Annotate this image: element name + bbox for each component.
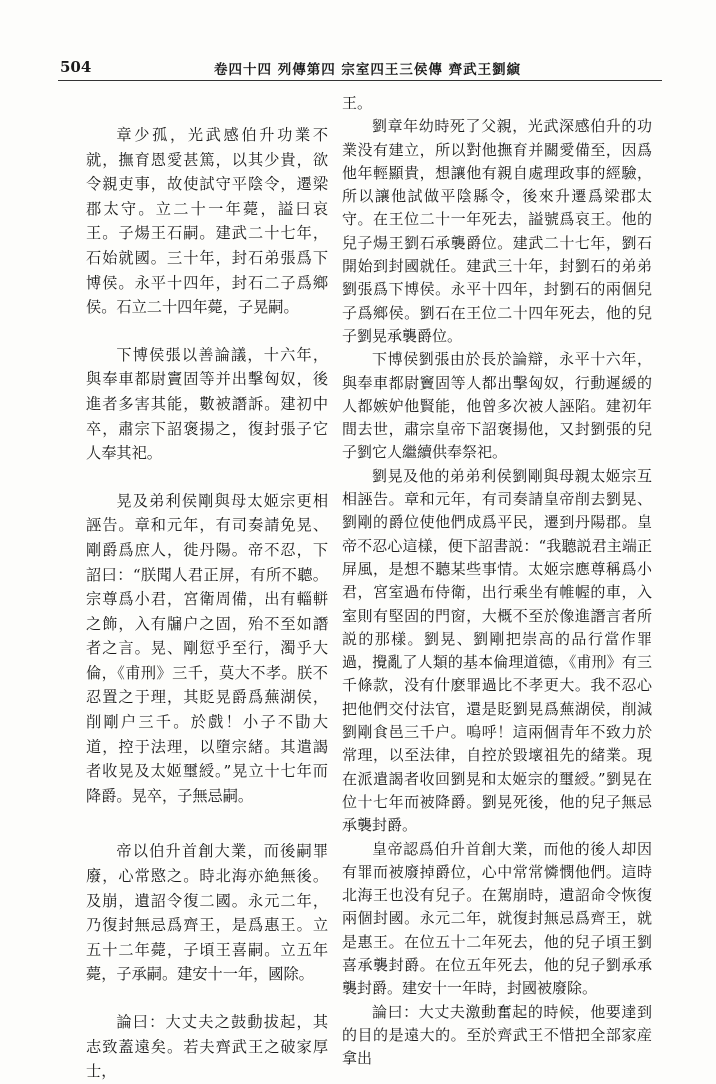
classical-text-column bbox=[86, 92, 328, 1081]
classical-paragraph: 章少孤，光武感伯升功業不就，撫育恩愛甚篤，以其少貴，欲令親吏事，故使試守平陰令，遷梁郡太守。立二十一年薨，謚曰哀王。子煬王石嗣。建武二十七年，石始就國。三十年，封石弟張爲下博侯。永平十四年，封石二子爲鄉侯。石立二十四年薨，子晃嗣。 bbox=[86, 126, 328, 317]
classical-paragraph: 晃及弟利侯剛與母太姬宗更相誣告。章和元年，有司奏請免晃、剛爵爲庶人，徙丹陽。帝不忍，下詔曰：“朕聞人君正屏，有所不聽。宗尊爲小君，宮衛周備，出有輜軿之飾，入有牖户之固，殆不至如譖者之言。晃、剛愆乎至行，濁乎大倫，《甫刑》三千，莫大不孝。朕不忍置之于理，其貶晃爵爲蕪湖侯，削剛户三千。於戲！小子不勖大道，控于法理，以墮宗緒。其遣謁者收晃及太姬璽綬。”晃立十七年而降爵。晃卒，子無忌嗣。 bbox=[86, 491, 328, 805]
page-header bbox=[0, 52, 716, 82]
translation-text-column bbox=[342, 92, 652, 1068]
translation-paragraph: 王。 bbox=[342, 94, 373, 112]
page-number: 504 bbox=[60, 58, 92, 76]
translation-paragraph: 皇帝認爲伯升首創大業，而他的後人却因有罪而被廢掉爵位，心中常常憐憫他們。這時北海王也没有兒子。在駕崩時，遺詔命令恢復兩個封國。永元二年，就復封無忌爲齊王，就是惠王。在位五十二年死去，他的兒子頃王劉喜承襲封爵。在位五年死去，他的兒子劉承承襲封爵。建安十一年時，封國被廢除。 bbox=[342, 839, 652, 998]
running-title: 卷四十四 列傳第四 宗室四王三侯傳 齊武王劉縯 bbox=[214, 62, 522, 78]
translation-paragraph: 劉晃及他的弟弟利侯劉剛與母親太姬宗互相誣告。章和元年，有司奏請皇帝削去劉晃、劉剛的爵位使他們成爲平民，遷到丹陽郡。皇帝不忍心這樣，便下詔書説：“我聽説君主端正屏風，是想不聽某些事情。太姬宗應尊稱爲小君，宮室過布侍衛，出行乘坐有帷幄的車，入室則有堅固的門窗，大概不至於像進譖言者所説的那樣。劉晃、劉剛把崇高的品行當作罪過，攪亂了人類的基本倫理道德，《甫刑》有三千條款，没有什麽罪過比不孝更大。我不忍心把他們交付法官，還是貶劉晃爲蕪湖侯，削減劉剛食邑三千户。嗚呼！這兩個青年不致力於常理，以至法律，自控於毀壞祖先的緒業。現在派遣謁者收回劉晃和太姬宗的璽綬。”劉晃在位十七年而被降爵。劉晃死後，他的兒子無忌承襲封爵。 bbox=[342, 466, 652, 835]
classical-paragraph: 帝以伯升首創大業，而後嗣罪廢，心常愍之。時北海亦絶無後。及崩，遺詔令復二國。永元二年，乃復封無忌爲齊王，是爲惠王。立五十二年薨，子頃王喜嗣。立五年薨，子承嗣。建安十一年，國除。 bbox=[86, 842, 328, 984]
classical-paragraph: 論曰：大丈夫之鼓動拔起，其志致蓋遠矣。若夫齊武王之破家厚士， bbox=[86, 1013, 328, 1081]
translation-paragraph: 下博侯劉張由於長於論辯，永平十六年，與奉車都尉竇固等人都出擊匈奴，行動遲緩的人都嫉妒他賢能，他曾多次被人誣陷。建初年間去世，肅宗皇帝下詔褒揚他，又封劉張的兒子劉它人繼續供奉祭祀。 bbox=[342, 350, 652, 462]
header-rule bbox=[58, 80, 662, 81]
translation-paragraph: 論曰：大丈夫激動奮起的時候，他要達到的目的是遠大的。至於齊武王不惜把全部家産拿出 bbox=[342, 1002, 652, 1068]
translation-paragraph: 劉章年幼時死了父親，光武深感伯升的功業没有建立，所以對他撫育并關愛備至，因爲他年輕顯貴，想讓他有親自處理政事的經驗，所以讓他試做平陰縣令，後來升遷爲梁郡太守。在王位二十一年死去，謚號爲哀王。他的兒子煬王劉石承襲爵位。建武二十七年，劉石開始到封國就任。建武三十年，封劉石的弟弟劉張爲下博侯。永平十四年，封劉石的兩個兒子爲鄉侯。劉石在王位二十四年死去，他的兒子劉晃承襲爵位。 bbox=[342, 117, 652, 345]
classical-paragraph: 下博侯張以善論議，十六年，與奉車都尉竇固等并出擊匈奴，後進者多害其能，數被譖訴。建初中卒，肅宗下詔褒揚之，復封張子它人奉其祀。 bbox=[86, 345, 328, 463]
